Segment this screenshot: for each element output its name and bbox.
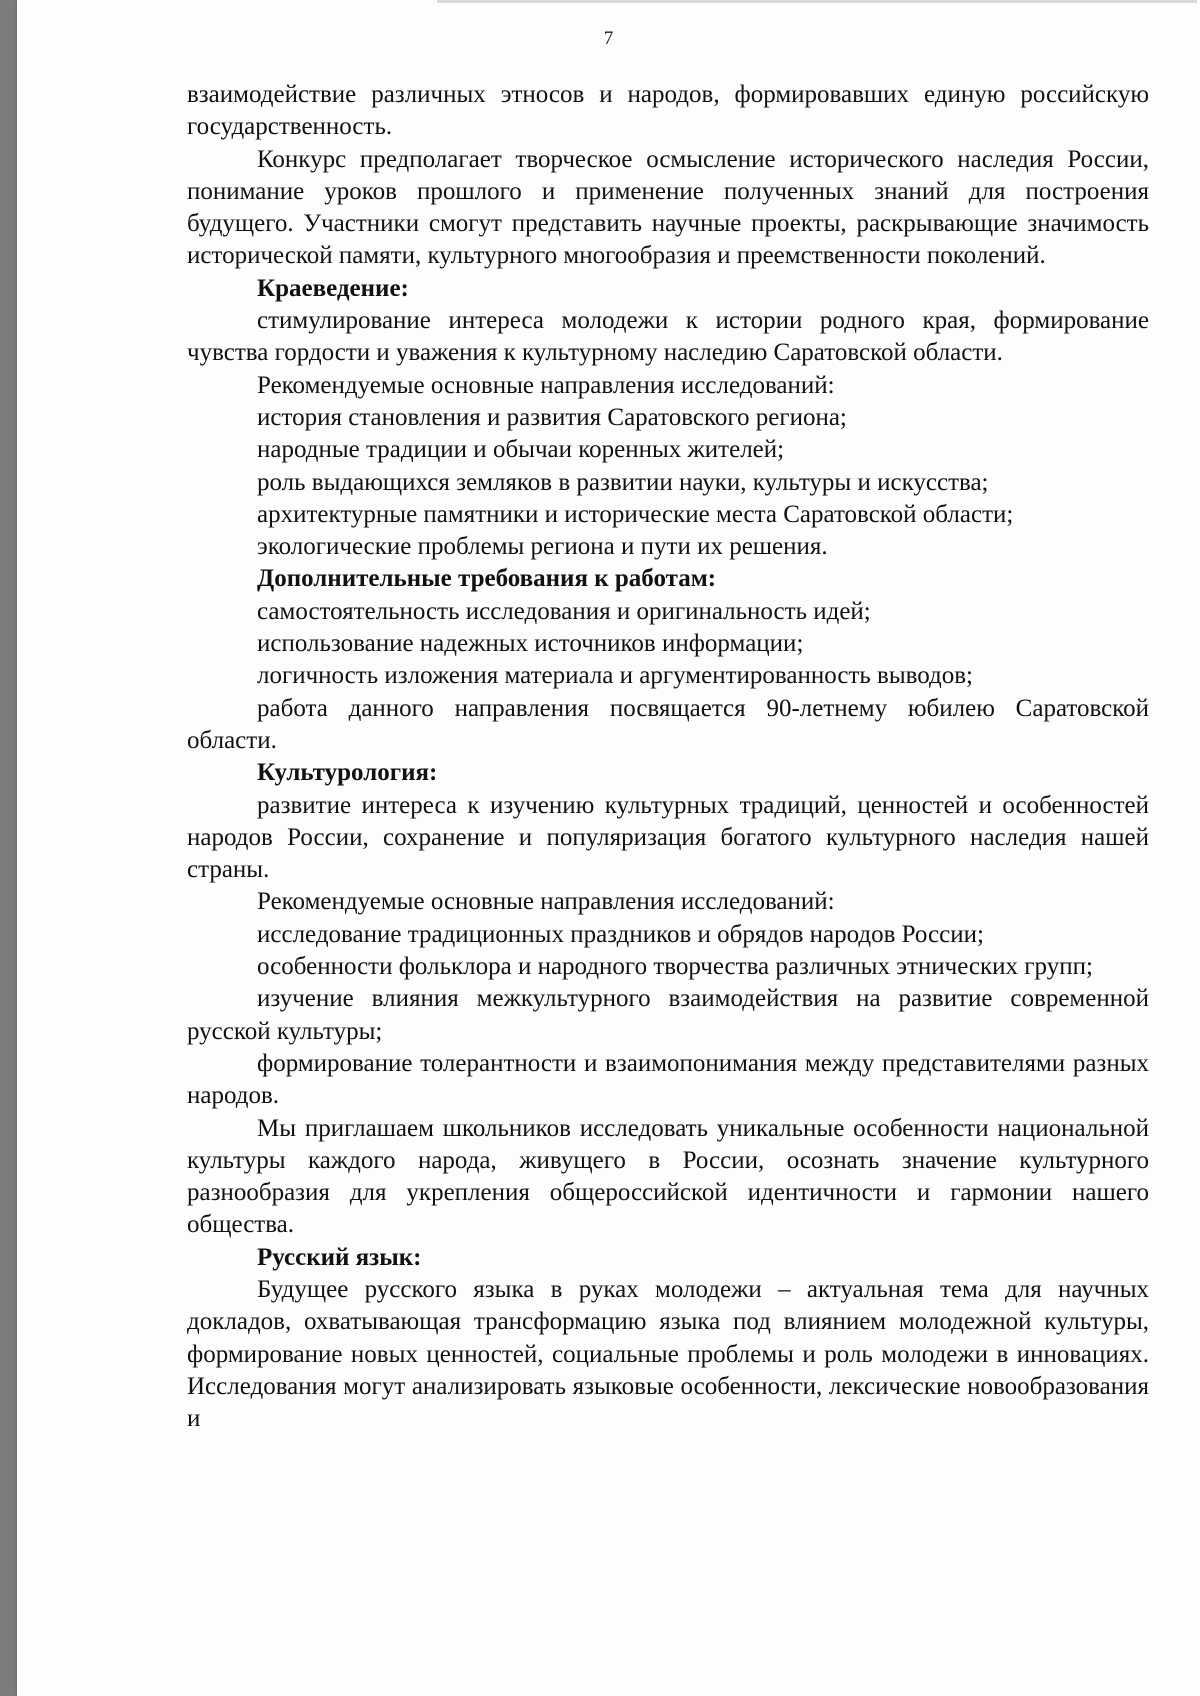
list-line: Рекомендуемые основные направления исследований: xyxy=(257,888,835,916)
list-line: самостоятельность исследования и оригинальность идей; xyxy=(257,597,871,625)
document-body xyxy=(187,79,1149,1435)
list-line: исследование традиционных праздников и обрядов народов России; xyxy=(257,920,984,948)
paragraph: Конкурс предполагает творческое осмысление исторического наследия России, понимание уроков прошлого и применение полученных знаний для построения будущего. Участники смогут представить научные проекты, раскрывающие значимость исторической памяти, культурного многообразия и преемственности поколений. xyxy=(187,145,1149,270)
document-page xyxy=(17,0,1200,1696)
section-heading: Дополнительные требования к работам: xyxy=(257,565,717,593)
list-line: логичность изложения материала и аргументированность выводов; xyxy=(257,662,974,690)
list-line: Рекомендуемые основные направления исследований: xyxy=(257,371,835,399)
paragraph: работа данного направления посвящается 90-летнему юбилею Саратовской области. xyxy=(187,694,1149,754)
list-line: экологические проблемы региона и пути их решения. xyxy=(257,533,828,561)
section-heading: Культурология: xyxy=(257,759,438,787)
paragraph: Мы приглашаем школьников исследовать уникальные особенности национальной культуры каждого народа, живущего в России, осознать значение культурного разнообразия для укрепления общероссийской идентичности и гармонии нашего общества. xyxy=(187,1114,1149,1239)
list-line: народные традиции и обычаи коренных жителей; xyxy=(257,436,785,464)
paragraph: особенности фольклора и народного творчества различных этнических групп; xyxy=(257,953,1093,981)
paragraph: стимулирование интереса молодежи к истории родного края, формирование чувства гордости и уважения к культурному наследию Саратовской области. xyxy=(187,307,1149,367)
section-heading: Русский язык: xyxy=(257,1243,422,1271)
paragraph: взаимодействие различных этносов и народов, формировавших единую российскую государственность. xyxy=(187,81,1149,141)
list-line: история становления и развития Саратовского региона; xyxy=(257,403,847,431)
list-line: архитектурные памятники и исторические места Саратовской области; xyxy=(257,500,1014,528)
page-number: 7 xyxy=(603,28,614,49)
list-line: использование надежных источников информации; xyxy=(257,630,804,658)
paragraph: изучение влияния межкультурного взаимодействия на развитие современной русской культуры; xyxy=(187,985,1149,1045)
paragraph: развитие интереса к изучению культурных традиций, ценностей и особенностей народов России, сохранение и популяризация богатого культурного наследия нашей страны. xyxy=(187,791,1149,884)
list-line: роль выдающихся земляков в развитии науки, культуры и искусства; xyxy=(257,468,989,496)
scan-top-edge xyxy=(437,0,1197,3)
paragraph: формирование толерантности и взаимопонимания между представителями разных народов. xyxy=(187,1049,1149,1110)
section-heading: Краеведение: xyxy=(257,274,409,302)
paragraph: Будущее русского языка в руках молодежи – актуальная тема для научных докладов, охватывающая трансформацию языка под влиянием молодежной культуры, формирование новых ценностей, социальные проблемы и роль молодежи в инновациях. Исследования могут анализировать языковые особенности, лексические новообразования и xyxy=(187,1275,1149,1433)
